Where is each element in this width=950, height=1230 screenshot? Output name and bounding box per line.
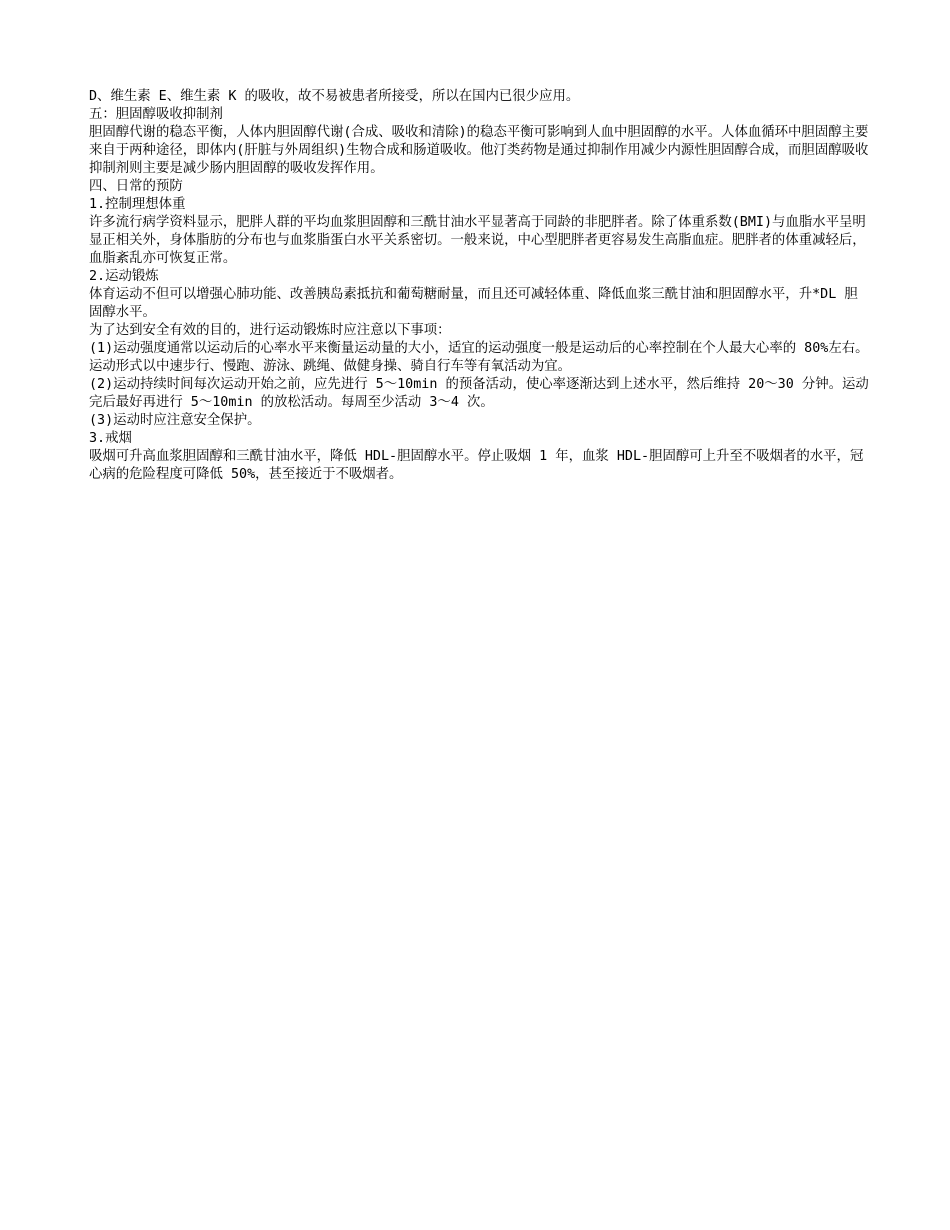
text-line-vitamin: D、维生素 E、维生素 K 的吸收，故不易被患者所接受，所以在国内已很少应用。 <box>89 89 580 104</box>
paragraph-cholesterol-metabolism: 胆固醇代谢的稳态平衡，人体内胆固醇代谢(合成、吸收和清除)的稳态平衡可影响到人血中胆固醇的水平。人体血循环中胆固醇主要来自于两种途径，即体内(肝脏与外周组织)生物合成和肠道吸收。他汀类药物是通过抑制作用减少内源性胆固醇合成，而胆固醇吸收抑制剂则主要是减少肠内胆固醇的吸收发挥作用。 <box>89 125 869 176</box>
subheading-quit-smoking: 3.戒烟 <box>89 431 132 446</box>
document-page <box>89 88 869 484</box>
text-exercise-notes-intro: 为了达到安全有效的目的，进行运动锻炼时应注意以下事项： <box>89 323 451 338</box>
section-heading-daily-prevention: 四、日常的预防 <box>89 179 183 194</box>
list-item-exercise-intensity: (1)运动强度通常以运动后的心率水平来衡量运动量的大小，适宜的运动强度一般是运动后的心率控制在个人最大心率的 80%左右。运动形式以中速步行、慢跑、游泳、跳绳、做健身操、骑自行车等有氧活动为宜。 <box>89 341 869 374</box>
paragraph-exercise: 体育运动不但可以增强心肺功能、改善胰岛素抵抗和葡萄糖耐量，而且还可减轻体重、降低血浆三酰甘油和胆固醇水平，升*DL 胆固醇水平。 <box>89 287 858 320</box>
paragraph-quit-smoking: 吸烟可升高血浆胆固醇和三酰甘油水平，降低 HDL-胆固醇水平。停止吸烟 1 年，血浆 HDL-胆固醇可上升至不吸烟者的水平，冠心病的危险程度可降低 50%，甚至接近于不吸烟者。 <box>89 449 864 482</box>
list-item-exercise-duration: (2)运动持续时间每次运动开始之前，应先进行 5～10min 的预备活动，使心率逐渐达到上述水平，然后维持 20～30 分钟。运动完后最好再进行 5～10min 的放松活动。每周至少活动 3～4 次。 <box>89 377 869 410</box>
paragraph-weight-control: 许多流行病学资料显示，肥胖人群的平均血浆胆固醇和三酰甘油水平显著高于同龄的非肥胖者。除了体重系数(BMI)与血脂水平呈明显正相关外，身体脂肪的分布也与血浆脂蛋白水平关系密切。一般来说，中心型肥胖者更容易发生高脂血症。肥胖者的体重减轻后，血脂紊乱亦可恢复正常。 <box>89 215 866 266</box>
subheading-exercise: 2.运动锻炼 <box>89 269 159 284</box>
list-item-exercise-safety: (3)运动时应注意安全保护。 <box>89 413 261 428</box>
subheading-weight-control: 1.控制理想体重 <box>89 197 186 212</box>
section-heading-absorption-inhibitor: 五：胆固醇吸收抑制剂 <box>89 107 223 122</box>
